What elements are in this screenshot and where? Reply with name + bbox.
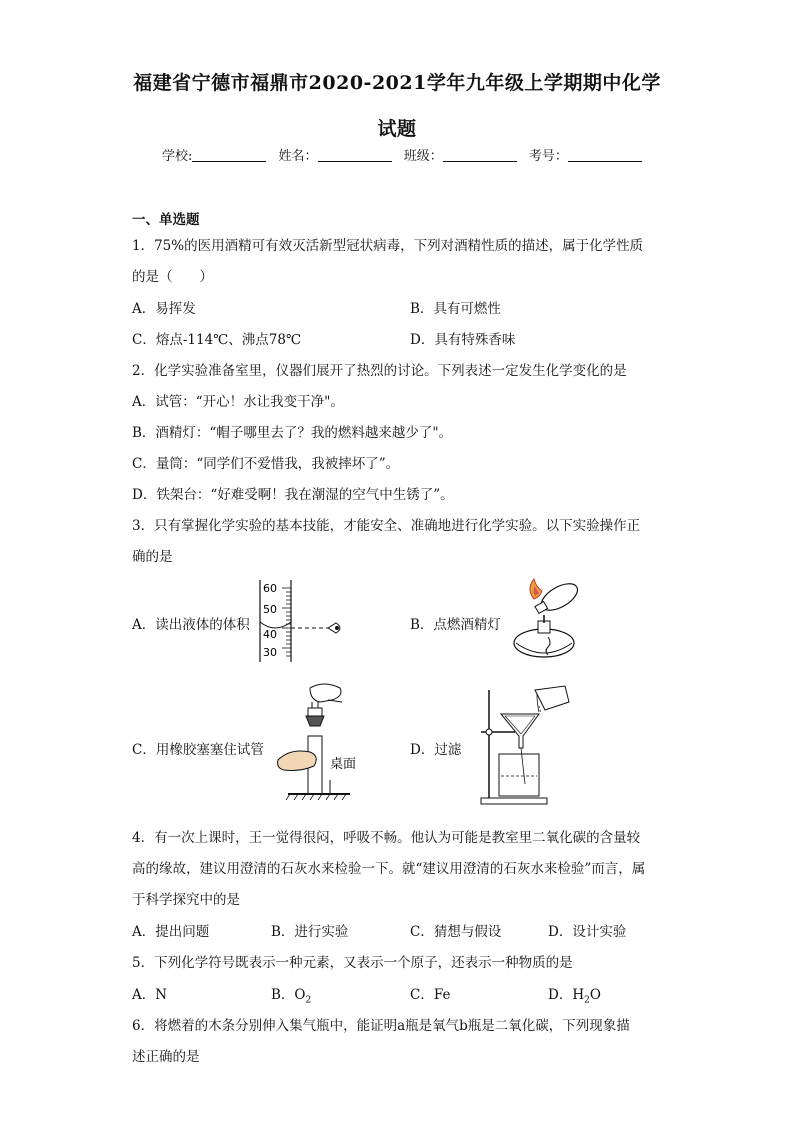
- cylinder-tick-50: 50: [263, 603, 277, 616]
- rubber-stopper: [306, 716, 324, 726]
- q5-stem: 5．下列化学符号既表示一种元素，又表示一个原子，还表示一种物质的是: [132, 955, 573, 971]
- q1-stem: 1．75%的医用酒精可有效灭活新型冠状病毒，下列对酒精性质的描述，属于化学性质: [132, 238, 644, 254]
- school-blank[interactable]: [192, 147, 266, 162]
- q5-d-text-end: O: [589, 987, 601, 1003]
- name-blank[interactable]: [318, 147, 392, 162]
- q5-d-text: D．H: [548, 987, 585, 1003]
- q4-option-b[interactable]: B．进行实验: [271, 924, 349, 940]
- q2-option-d[interactable]: D．铁架台：“好难受啊！我在潮湿的空气中生锈了”。: [132, 487, 454, 503]
- cylinder-tick-40: 40: [263, 628, 277, 641]
- section-heading: 一、单选题: [132, 212, 200, 228]
- student-info: [162, 145, 650, 164]
- q1-option-c[interactable]: C．熔点-114℃、沸点78℃: [132, 332, 302, 348]
- hand-icon: [278, 751, 317, 771]
- q6-stem-cont: 述正确的是: [132, 1049, 200, 1065]
- cylinder-reading-figure: [256, 578, 348, 664]
- q3-option-a[interactable]: A．读出液体的体积: [132, 617, 250, 633]
- cylinder-tick-60: 60: [263, 582, 277, 595]
- beaker: [499, 754, 539, 796]
- q3-option-c[interactable]: C．用橡胶塞塞住试管: [132, 742, 264, 758]
- number-label: 考号：: [528, 149, 568, 164]
- q4-option-a[interactable]: A．提出问题: [132, 924, 210, 940]
- name-label: 姓名：: [278, 149, 318, 164]
- page-title: 福建省宁德市福鼎市2020-2021学年九年级上学期期中化学: [133, 72, 661, 94]
- q1-stem-cont: 的是（ ）: [132, 269, 213, 285]
- q2-option-b[interactable]: B．酒精灯：“帽子哪里去了？我的燃料越来越少了"。: [132, 425, 453, 441]
- q3-option-b[interactable]: B．点燃酒精灯: [410, 617, 501, 633]
- desk-label: 桌面: [330, 757, 357, 772]
- q2-stem: 2．化学实验准备室里，仪器们展开了热烈的讨论。下列表述一定发生化学变化的是: [132, 363, 627, 379]
- q2-option-c[interactable]: C．量筒：“同学们不爱惜我，我被摔坏了”。: [132, 456, 400, 472]
- pouring-beaker: [535, 686, 569, 710]
- q4-stem: 4．有一次上课时，王一觉得很闷，呼吸不畅。他认为可能是教室里二氧化碳的含量较: [132, 830, 641, 846]
- stopper-test-tube-figure: [270, 680, 370, 804]
- q1-option-d[interactable]: D．具有特殊香味: [410, 332, 516, 348]
- q2-option-a[interactable]: A．试管：“开心！水让我变干净"。: [132, 394, 344, 410]
- q5-option-d[interactable]: [548, 983, 601, 1006]
- q5-option-a[interactable]: A．N: [132, 987, 168, 1003]
- q6-stem: 6．将燃着的木条分别伸入集气瓶中，能证明a瓶是氧气b瓶是二氧化碳，下列现象描: [132, 1018, 630, 1034]
- class-blank[interactable]: [443, 147, 517, 162]
- alcohol-lamp-figure: [508, 577, 588, 663]
- page-title-line2: 试题: [377, 118, 417, 140]
- q3-stem: 3．只有掌握化学实验的基本技能，才能安全、准确地进行化学实验。以下实验操作正: [132, 518, 641, 534]
- cylinder-tick-30: 30: [263, 646, 277, 659]
- number-blank[interactable]: [568, 147, 642, 162]
- filtration-figure: [477, 684, 571, 806]
- school-label: 学校:: [162, 149, 193, 164]
- funnel: [501, 714, 539, 748]
- q4-option-d[interactable]: D．设计实验: [548, 924, 627, 940]
- class-label: 班级：: [403, 149, 443, 164]
- q1-option-a[interactable]: A．易挥发: [132, 301, 196, 317]
- q5-b-text: B．O: [271, 987, 306, 1003]
- q5-option-b[interactable]: [271, 983, 311, 1006]
- q4-stem-cont2: 于科学探究中的是: [132, 892, 240, 908]
- q3-option-d[interactable]: D．过滤: [410, 742, 462, 758]
- q5-option-c[interactable]: C．Fe: [410, 987, 451, 1003]
- q4-stem-cont1: 高的缘故，建议用澄清的石灰水来检验一下。就“建议用澄清的石灰水来检验”而言，属: [132, 861, 646, 877]
- q5-d-subscript: 2: [584, 995, 590, 1006]
- q5-b-subscript: 2: [305, 995, 312, 1006]
- q3-stem-cont: 确的是: [132, 549, 173, 565]
- q4-option-c[interactable]: C．猜想与假设: [410, 924, 502, 940]
- q1-option-b[interactable]: B．具有可燃性: [410, 301, 501, 317]
